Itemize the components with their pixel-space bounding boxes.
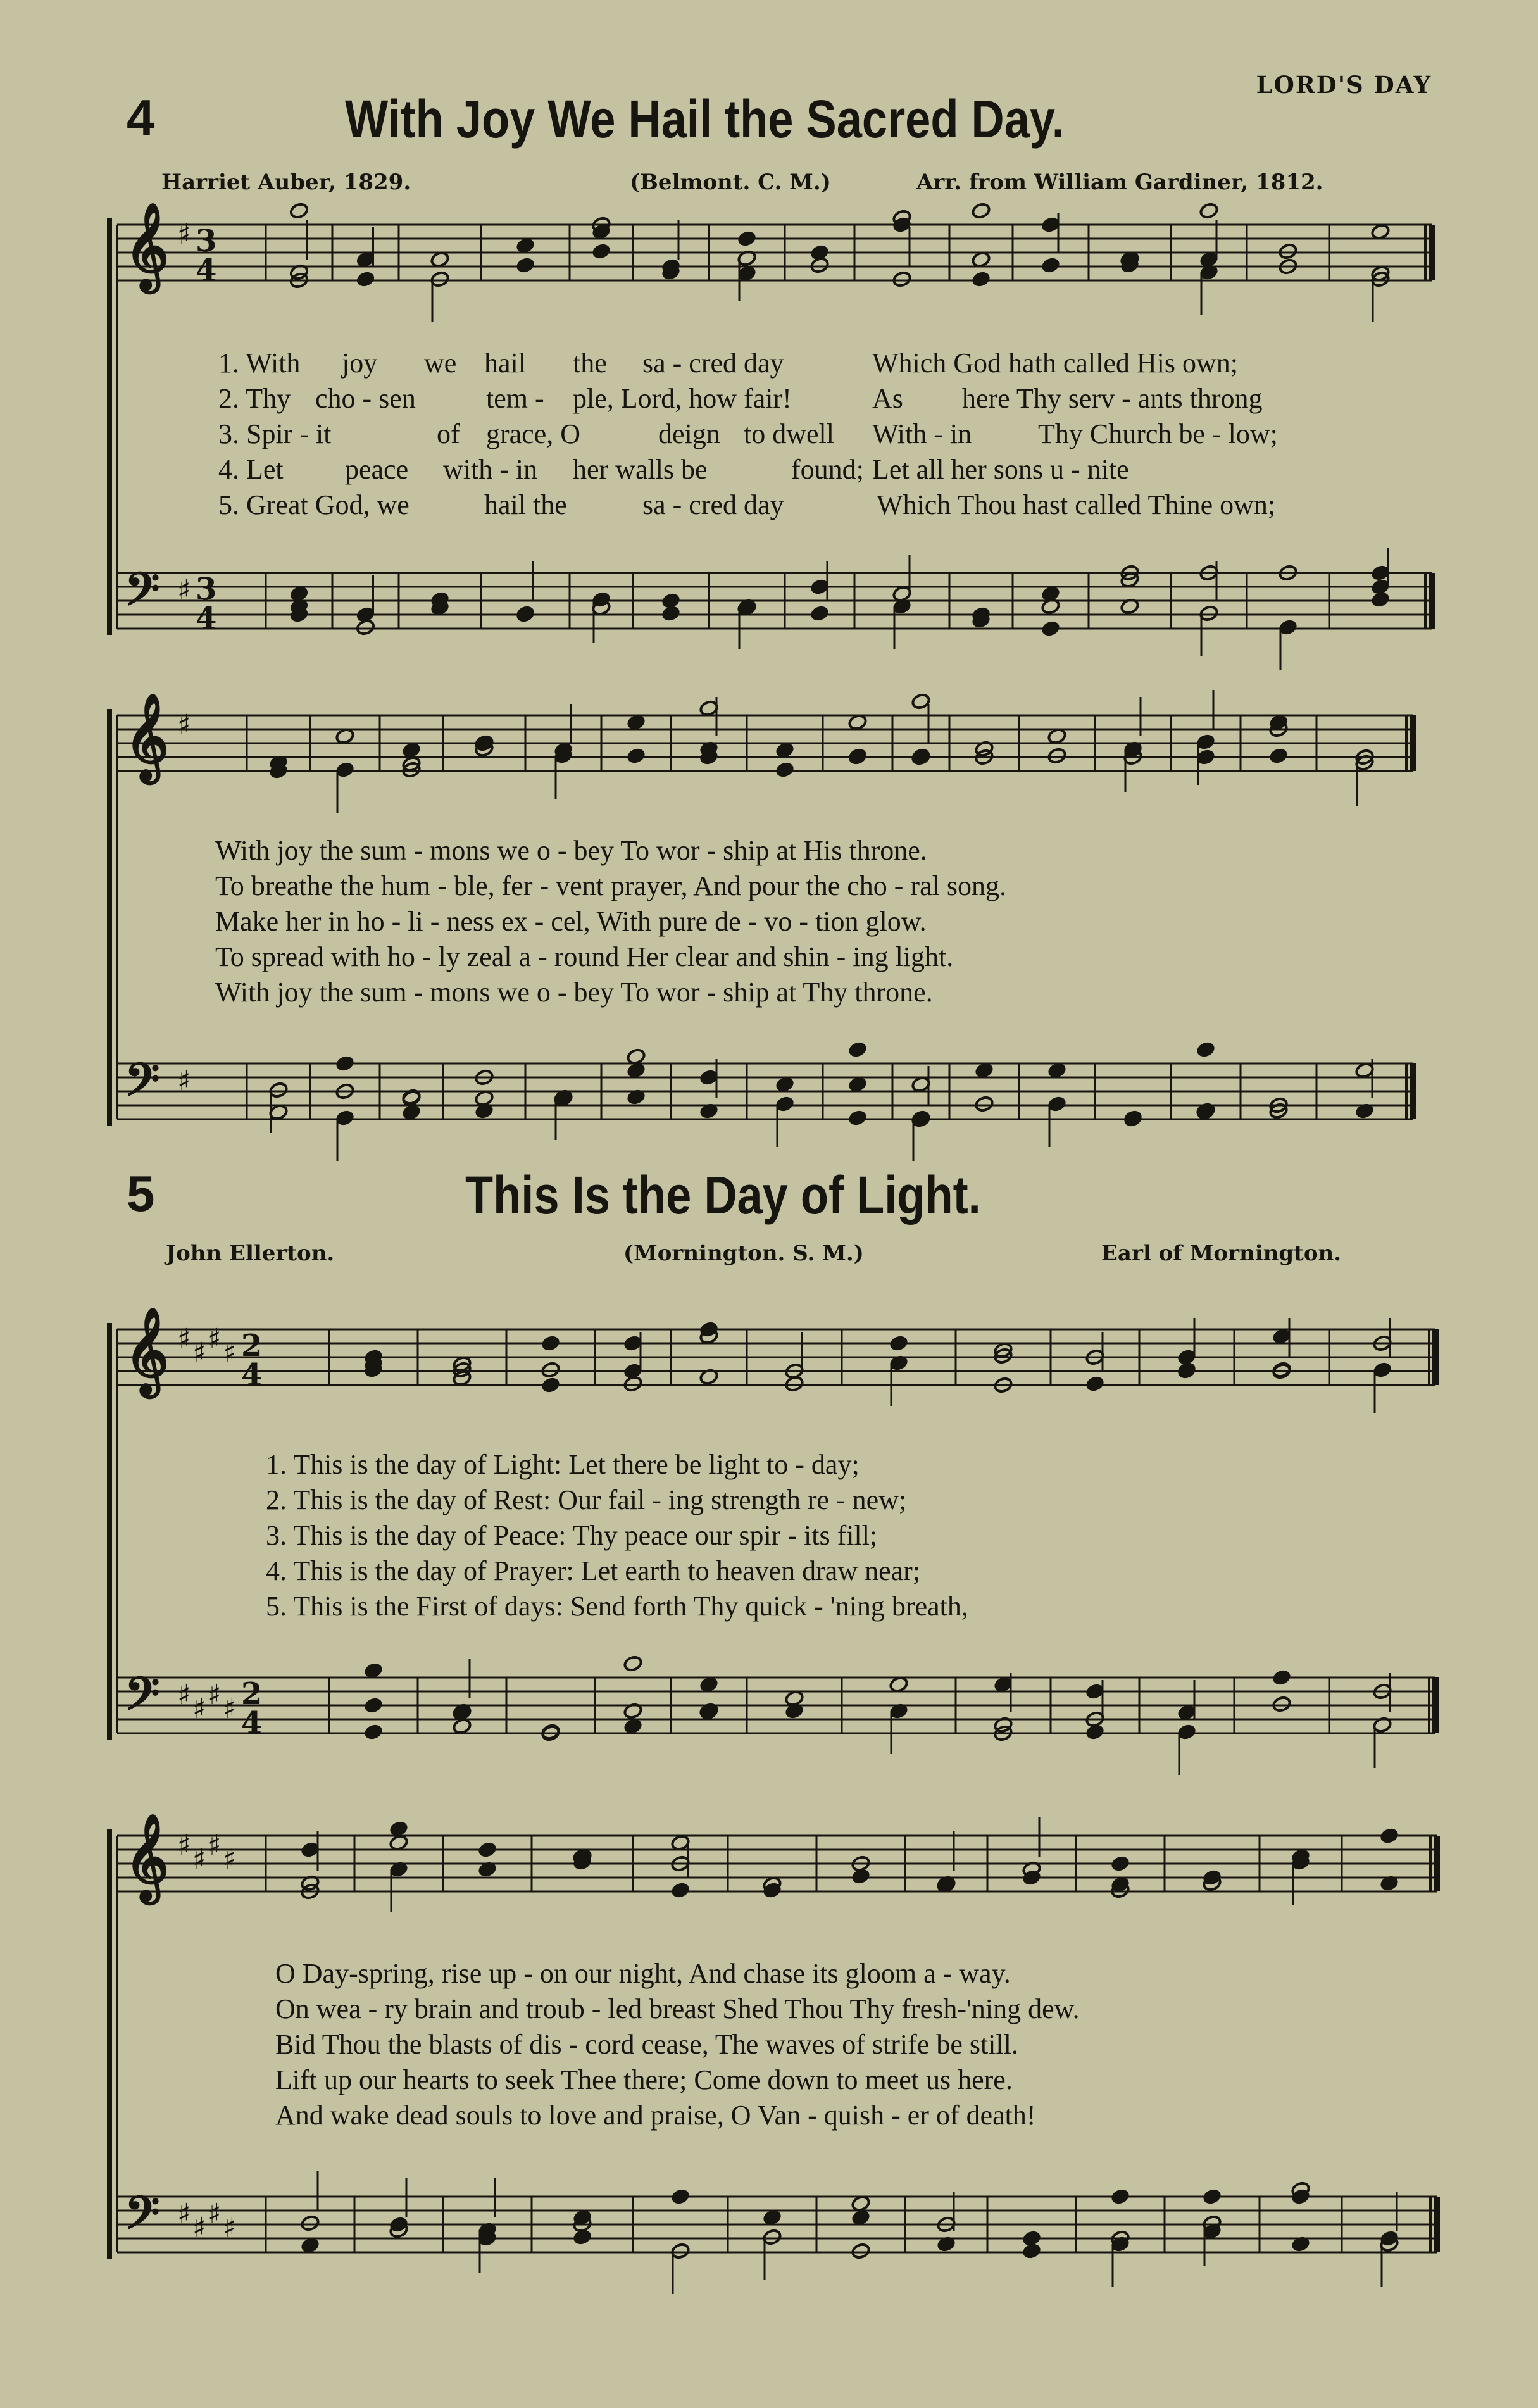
bass-clef: 𝄢 (125, 2186, 160, 2250)
hymn-4-number: 4 (127, 89, 155, 146)
sharp-sign: ♯ (192, 1337, 206, 1369)
sharp-sign: ♯ (177, 709, 191, 741)
note-head (1379, 1827, 1399, 1844)
note-head (737, 230, 756, 247)
lyric: with - in (443, 454, 538, 485)
lyric: With - in (872, 418, 972, 449)
hymn-4-composer: Arr. from William Gardiner, 1812. (916, 170, 1323, 195)
lyric: 2. This is the day of Rest: Our fail - ing strength re - new; (266, 1484, 907, 1515)
lyric: cho - sen (315, 383, 416, 414)
hymn-4-title: With Joy We Hail the Sacred Day. (345, 89, 1065, 149)
lyric: peace (345, 454, 409, 485)
lyric: Bid Thou the blasts of dis - cord cease, The waves of strife be still. (275, 2029, 1018, 2060)
hymn-4-tune: (Belmont. C. M.) (630, 170, 831, 195)
lyric: hail (484, 348, 526, 379)
sharp-sign: ♯ (223, 1843, 237, 1876)
lyric: To breathe the hum - ble, fer - vent prayer, And pour the cho - ral song. (215, 870, 1006, 901)
lyric: Lift up our hearts to seek Thee there; Come down to meet us here. (275, 2064, 1013, 2095)
lyric: sa - cred day (642, 348, 784, 379)
note-head (515, 256, 535, 273)
sharp-sign: ♯ (177, 574, 191, 606)
note-head (541, 1361, 560, 1378)
treble-clef: 𝄞 (125, 1306, 169, 1394)
lyric: O Day-spring, rise up - on our night, And chase its gloom a - way. (275, 1958, 1011, 1989)
note-head (1041, 620, 1060, 637)
lyric: To spread with ho - ly zeal a - round Her clear and shin - ing light. (215, 941, 954, 972)
sharp-sign: ♯ (177, 218, 191, 251)
time-signature: 4 (196, 253, 217, 288)
lyric: 4. Let (218, 454, 284, 485)
hymn-5-title: This Is the Day of Light. (465, 1165, 981, 1225)
note-head (1047, 747, 1066, 764)
note-head (1268, 747, 1288, 764)
bass-clef: 𝄢 (125, 563, 160, 627)
note-head (591, 242, 611, 260)
lyric: Make her in ho - li - ness ex - cel, With pure de - vo - tion glow. (215, 906, 927, 937)
note-head (1085, 1375, 1104, 1392)
hymn-5-number: 5 (127, 1165, 155, 1222)
note-head (363, 1723, 383, 1740)
lyric: 4. This is the day of Prayer: Let earth to heaven draw near; (266, 1555, 921, 1586)
sharp-sign: ♯ (223, 2212, 237, 2244)
sharp-sign: ♯ (223, 1693, 237, 1725)
note-head (775, 761, 794, 778)
lyric: On wea - ry brain and troub - led breast Shed Thou Thy fresh-'ning dew. (275, 1993, 1080, 2024)
section-label: LORD'S DAY (1256, 71, 1432, 99)
note-head (623, 1655, 642, 1672)
note-head (810, 605, 829, 622)
note-head (1196, 1041, 1215, 1058)
note-head (971, 202, 991, 219)
lyric: 5. This is the First of days: Send forth Thy quick - 'ning breath, (266, 1591, 968, 1622)
note-head (1110, 2188, 1130, 2205)
lyric: of (437, 418, 460, 449)
sharp-sign: ♯ (192, 1693, 206, 1725)
note-head (363, 1696, 383, 1714)
lyric: to dwell (744, 418, 834, 449)
lyric: Which Thou hast called Thine own; (877, 489, 1276, 520)
note-head (572, 2228, 592, 2245)
note-head (1110, 1855, 1130, 1872)
note-head (356, 618, 375, 636)
lyric: here Thy serv - ants throng (962, 383, 1263, 414)
note-head (784, 1375, 804, 1392)
note-head (810, 256, 829, 273)
note-head (300, 2214, 320, 2231)
note-head (847, 1041, 867, 1058)
lyric: 5. Great God, we (218, 489, 410, 520)
note-head (670, 2188, 690, 2205)
note-head (892, 270, 911, 287)
lyric: 3. This is the day of Peace: Thy peace our spir - its fill; (266, 1520, 878, 1551)
sharp-sign: ♯ (192, 1843, 206, 1876)
note-head (1370, 591, 1390, 608)
note-head (335, 1055, 354, 1072)
lyric: hail the (484, 489, 567, 520)
note-head (1272, 1669, 1291, 1686)
hymn-4-author: Harriet Auber, 1829. (161, 170, 411, 195)
sharp-sign: ♯ (177, 1323, 191, 1355)
lyric: Which God hath called His own; (872, 348, 1238, 379)
note-head (477, 1841, 497, 1858)
lyric: we (424, 348, 457, 379)
note-head (851, 2242, 870, 2259)
lyric: ple, Lord, how fair! (573, 383, 792, 414)
lyric: 1. With (218, 348, 301, 379)
lyric: Let all her sons u - nite (872, 454, 1129, 485)
note-head (847, 1109, 867, 1126)
note-head (971, 270, 991, 287)
time-signature: 3 (196, 223, 217, 259)
lyric: the (573, 348, 607, 379)
lyric: With joy the sum - mons we o - bey To wor - ship at His throne. (215, 835, 927, 866)
lyric: 1. This is the day of Light: Let there be light to - day; (266, 1449, 860, 1480)
note-head (626, 747, 646, 764)
lyric: deign (658, 418, 720, 449)
note-head (670, 1881, 690, 1898)
note-head (1272, 1695, 1291, 1712)
sharp-sign: ♯ (177, 2198, 191, 2230)
sharp-sign: ♯ (208, 2198, 222, 2230)
sharp-sign: ♯ (177, 1065, 191, 1097)
sharp-sign: ♯ (177, 1679, 191, 1711)
lyric: As (872, 383, 903, 414)
note-head (661, 605, 680, 622)
lyric: Thy Church be - low; (1038, 418, 1278, 449)
treble-clef: 𝄞 (125, 201, 169, 289)
time-signature: 4 (196, 601, 217, 636)
lyric: 3. Spir - it (218, 418, 332, 449)
lyric: grace, O (486, 418, 581, 449)
bass-clef: 𝄢 (125, 1053, 160, 1117)
treble-clef: 𝄞 (125, 1812, 169, 1900)
note-head (1022, 2242, 1041, 2259)
time-signature: 2 (241, 1676, 263, 1712)
note-head (289, 202, 309, 219)
note-head (541, 1376, 560, 1393)
note-head (851, 1867, 870, 1884)
sharp-sign: ♯ (208, 1323, 222, 1355)
lyric: her walls be (573, 454, 708, 485)
note-head (1085, 1723, 1104, 1740)
sharp-sign: ♯ (177, 1829, 191, 1862)
sharp-sign: ♯ (208, 1829, 222, 1862)
note-head (974, 1095, 994, 1112)
treble-clef: 𝄞 (125, 692, 169, 780)
hymn-5-author: John Ellerton. (166, 1241, 335, 1266)
lyric: With joy the sum - mons we o - bey To wor - ship at Thy throne. (215, 977, 933, 1008)
note-head (623, 1375, 642, 1392)
hymn-5-tune: (Mornington. S. M.) (623, 1241, 864, 1266)
lyric: 2. Thy (218, 383, 291, 414)
lyric: And wake dead souls to love and praise, O Van - quish - er of death! (275, 2100, 1036, 2131)
lyric: found; (791, 454, 864, 485)
note-head (1199, 202, 1218, 219)
time-signature: 4 (241, 1705, 263, 1741)
note-head (1041, 256, 1060, 273)
hymn-5-composer: Earl of Mornington. (1101, 1241, 1342, 1266)
lyric: joy (342, 348, 378, 379)
bass-clef: 𝄢 (125, 1667, 160, 1731)
note-head (889, 1334, 908, 1351)
time-signature: 4 (241, 1357, 263, 1393)
sharp-sign: ♯ (208, 1679, 222, 1711)
lyric: tem - (486, 383, 544, 414)
note-head (1278, 242, 1297, 260)
note-head (541, 1334, 560, 1351)
lyric: sa - cred day (642, 489, 784, 520)
time-signature: 2 (241, 1328, 263, 1364)
sharp-sign: ♯ (192, 2212, 206, 2244)
sharp-sign: ♯ (223, 1337, 237, 1369)
time-signature: 3 (196, 572, 217, 607)
note-head (356, 270, 375, 287)
note-head (1202, 2188, 1222, 2205)
